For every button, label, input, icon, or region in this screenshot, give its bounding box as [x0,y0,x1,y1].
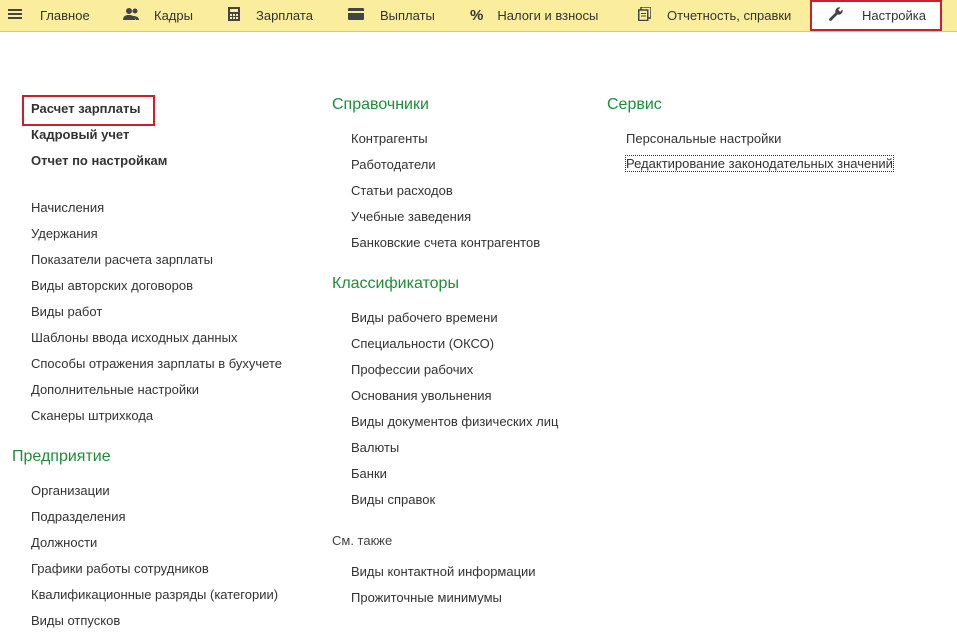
menu-item-label: Налоги и взносы [497,8,599,23]
menu-item-hr[interactable] [122,0,193,31]
top-menu-bar [0,0,957,32]
link-employers[interactable]: Работодатели [351,157,436,172]
link-id-document-types[interactable]: Виды документов физических лиц [351,414,559,429]
link-payroll-calc[interactable]: Расчет зарплаты [31,101,141,116]
link-qualification-grades[interactable]: Квалификационные разряды (категории) [31,587,279,602]
link-accounting-methods[interactable]: Способы отражения зарплаты в бухучете [31,356,282,371]
link-departments[interactable]: Подразделения [31,509,126,524]
link-barcode-scanners[interactable]: Сканеры штрихкода [31,408,154,423]
link-vacation-types[interactable]: Виды отпусков [31,613,121,628]
menu-item-payments[interactable] [348,0,435,31]
menu-item-reports[interactable] [638,0,791,31]
link-certificate-types[interactable]: Виды справок [351,492,436,507]
menu-item-label: Зарплата [256,8,313,23]
link-educational-institutions[interactable]: Учебные заведения [351,209,472,224]
link-counterparties[interactable]: Контрагенты [351,131,428,146]
link-work-schedules[interactable]: Графики работы сотрудников [31,561,209,576]
link-subsistence-minimums[interactable]: Прожиточные минимумы [351,590,502,605]
reports-icon [638,7,651,24]
link-positions[interactable]: Должности [31,535,98,550]
wallet-icon [348,8,364,23]
link-work-types[interactable]: Виды работ [31,304,103,319]
section-service: Сервис [607,96,662,113]
link-personal-settings[interactable]: Персональные настройки [626,131,782,146]
link-currencies[interactable]: Валюты [351,440,400,455]
link-settings-report[interactable]: Отчет по настройкам [31,153,168,168]
link-organizations[interactable]: Организации [31,483,110,498]
percent-icon: % [470,7,484,24]
menu-item-settings[interactable] [810,0,942,31]
calculator-icon [228,7,240,24]
link-worker-professions[interactable]: Профессии рабочих [351,362,474,377]
link-counterparty-bank-accounts[interactable]: Банковские счета контрагентов [351,235,541,250]
link-dismissal-reasons[interactable]: Основания увольнения [351,388,492,403]
menu-item-main[interactable] [8,0,90,31]
people-icon [122,7,140,24]
link-input-templates[interactable]: Шаблоны ввода исходных данных [31,330,238,345]
menu-item-label: Главное [40,8,90,23]
menu-item-salary[interactable] [228,0,313,31]
menu-item-label: Настройка [862,8,926,23]
menu-icon [8,7,22,24]
link-expense-items[interactable]: Статьи расходов [351,183,453,198]
link-author-contracts[interactable]: Виды авторских договоров [31,278,194,293]
menu-item-label: Выплаты [380,8,435,23]
link-contact-info-types[interactable]: Виды контактной информации [351,564,536,579]
link-hr-records[interactable]: Кадровый учет [31,127,130,142]
link-additional-settings[interactable]: Дополнительные настройки [31,382,200,397]
link-edit-legislative-values[interactable]: Редактирование законодательных значений [626,156,893,171]
see-also-heading: См. также [332,533,393,548]
section-enterprise: Предприятие [12,448,111,465]
menu-item-taxes[interactable] [470,0,598,31]
menu-item-label: Кадры [154,8,193,23]
link-accruals[interactable]: Начисления [31,200,105,215]
section-references: Справочники [332,96,429,113]
section-classifiers: Классификаторы [332,275,459,292]
wrench-icon [828,6,844,25]
link-deductions[interactable]: Удержания [31,226,98,241]
link-banks[interactable]: Банки [351,466,387,481]
link-payroll-indicators[interactable]: Показатели расчета зарплаты [31,252,213,267]
link-specialties[interactable]: Специальности (ОКСО) [351,336,495,351]
link-work-time-types[interactable]: Виды рабочего времени [351,310,498,325]
menu-item-label: Отчетность, справки [667,8,792,23]
